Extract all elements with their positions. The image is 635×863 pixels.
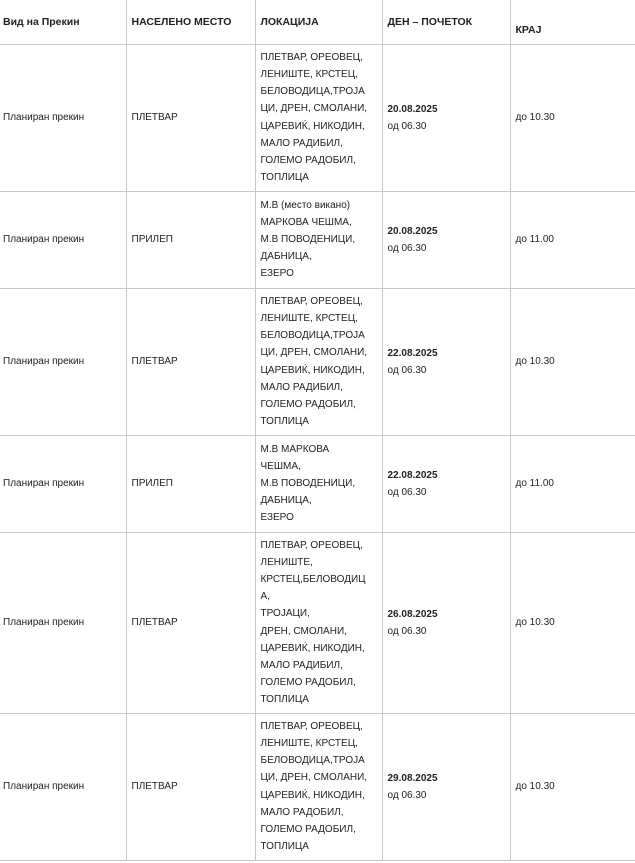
- location-line: М.В ПОВОДЕНИЦИ,: [260, 233, 356, 245]
- location-cell: [255, 288, 382, 435]
- location-line: МАЛО РАДОБИЛ,: [260, 806, 344, 818]
- location-line: ЦАРЕВИЌ, НИКОДИН,: [260, 364, 365, 376]
- location-cell: [255, 191, 382, 288]
- start-time: од 06.30: [387, 120, 427, 132]
- location-line: ЛЕНИШТЕ, КРСТЕЦ,: [260, 69, 358, 81]
- location-line: ЦАРЕВИЌ, НИКОДИН,: [260, 789, 365, 801]
- location-line: ГОЛЕМО РАДОБИЛ,: [260, 823, 356, 835]
- header-type: Вид на Прекин: [0, 0, 126, 44]
- end-time-cell: до 10.30: [510, 44, 635, 191]
- place-cell: ПЛЕТВАР: [126, 288, 255, 435]
- location-line: ПЛЕТВАР, ОРЕОВЕЦ,: [260, 296, 363, 308]
- location-line: ЕЗЕРО: [260, 512, 294, 524]
- outage-type-cell: Планиран прекин: [0, 713, 126, 860]
- table-row: [0, 288, 635, 435]
- outage-type-cell: Планиран прекин: [0, 44, 126, 191]
- end-time-cell: до 11.00: [510, 191, 635, 288]
- location-line: М.В ПОВОДЕНИЦИ,: [260, 477, 356, 489]
- location-line: ГОЛЕМО РАДОБИЛ,: [260, 398, 356, 410]
- location-line: ЦАРЕВИЌ, НИКОДИН,: [260, 120, 365, 132]
- start-cell: [382, 435, 510, 532]
- end-time-cell: до 10.30: [510, 713, 635, 860]
- location-line: ПЛЕТВАР, ОРЕОВЕЦ,: [260, 52, 363, 64]
- location-line: ЦИ, ДРЕН, СМОЛАНИ,: [260, 772, 368, 784]
- start-cell: [382, 44, 510, 191]
- location-line: ГОЛЕМО РАДОБИЛ,: [260, 154, 356, 166]
- table-row: [0, 191, 635, 288]
- outage-type-cell: Планиран прекин: [0, 532, 126, 713]
- outage-type-cell: Планиран прекин: [0, 191, 126, 288]
- location-line: ТОПЛИЦА: [260, 693, 309, 705]
- place-cell: ПРИЛЕП: [126, 435, 255, 532]
- start-time: од 06.30: [387, 242, 427, 254]
- location-line: ЛЕНИШТЕ, КРСТЕЦ,: [260, 313, 358, 325]
- place-cell: ПРИЛЕП: [126, 191, 255, 288]
- location-line: ТОПЛИЦА: [260, 171, 309, 183]
- location-cell: [255, 532, 382, 713]
- location-line: ЕЗЕРО: [260, 268, 294, 280]
- location-line: ЦАРЕВИЌ, НИКОДИН,: [260, 642, 365, 654]
- table-row: [0, 435, 635, 532]
- start-date: 22.08.2025: [387, 347, 438, 359]
- location-line: КРСТЕЦ,БЕЛОВОДИЦ: [260, 574, 366, 586]
- header-location: ЛОКАЦИЈА: [255, 0, 382, 44]
- start-time: од 06.30: [387, 625, 427, 637]
- table-row: [0, 713, 635, 860]
- end-time-cell: до 10.30: [510, 288, 635, 435]
- location-line: ГОЛЕМО РАДОБИЛ,: [260, 676, 356, 688]
- location-line: ТРОЈАЦИ,: [260, 608, 310, 620]
- start-cell: [382, 191, 510, 288]
- start-cell: [382, 288, 510, 435]
- end-time-cell: до 11.00: [510, 435, 635, 532]
- location-line: ПЛЕТВАР, ОРЕОВЕЦ,: [260, 721, 363, 733]
- start-date: 29.08.2025: [387, 772, 438, 784]
- location-line: ПЛЕТВАР, ОРЕОВЕЦ,: [260, 540, 363, 552]
- location-cell: [255, 435, 382, 532]
- location-cell: [255, 44, 382, 191]
- location-line: МАЛО РАДИБИЛ,: [260, 381, 343, 393]
- place-cell: ПЛЕТВАР: [126, 713, 255, 860]
- location-line: ЛЕНИШТЕ,: [260, 557, 313, 569]
- location-line: ДРЕН, СМОЛАНИ,: [260, 625, 347, 637]
- outage-type-cell: Планиран прекин: [0, 435, 126, 532]
- location-line: БЕЛОВОДИЦА,ТРОЈА: [260, 86, 365, 98]
- header-day-start: ДЕН – ПОЧЕТОК: [382, 0, 510, 44]
- location-line: ТОПЛИЦА: [260, 415, 309, 427]
- location-line: МАЛО РАДИБИЛ,: [260, 659, 343, 671]
- outage-type-cell: Планиран прекин: [0, 288, 126, 435]
- location-line: ДАБНИЦА,: [260, 495, 312, 507]
- start-date: 26.08.2025: [387, 608, 438, 620]
- location-line: ЛЕНИШТЕ, КРСТЕЦ,: [260, 738, 358, 750]
- header-end: КРАЈ: [510, 0, 635, 44]
- place-cell: ПЛЕТВАР: [126, 44, 255, 191]
- table-row: [0, 532, 635, 713]
- table-row: [0, 44, 635, 191]
- place-cell: ПЛЕТВАР: [126, 532, 255, 713]
- location-line: ДАБНИЦА,: [260, 251, 312, 263]
- location-line: М.В МАРКОВА: [260, 443, 330, 455]
- location-line: БЕЛОВОДИЦА,ТРОЈА: [260, 755, 365, 767]
- location-line: ЧЕШМА,: [260, 460, 301, 472]
- start-date: 22.08.2025: [387, 469, 438, 481]
- location-line: ЦИ, ДРЕН, СМОЛАНИ,: [260, 103, 368, 115]
- header-place: НАСЕЛЕНО МЕСТО: [126, 0, 255, 44]
- start-time: од 06.30: [387, 789, 427, 801]
- start-cell: [382, 713, 510, 860]
- start-time: од 06.30: [387, 364, 427, 376]
- header-row: [0, 0, 635, 44]
- location-line: МАРКОВА ЧЕШМА,: [260, 216, 352, 228]
- location-line: БЕЛОВОДИЦА,ТРОЈА: [260, 330, 365, 342]
- table-body: [0, 44, 635, 860]
- location-line: ТОПЛИЦА: [260, 840, 309, 852]
- start-date: 20.08.2025: [387, 103, 438, 115]
- location-line: МАЛО РАДИБИЛ,: [260, 137, 343, 149]
- start-cell: [382, 532, 510, 713]
- location-cell: [255, 713, 382, 860]
- location-line: А,: [260, 591, 270, 603]
- location-line: ЦИ, ДРЕН, СМОЛАНИ,: [260, 347, 368, 359]
- start-time: од 06.30: [387, 486, 427, 498]
- location-line: М.В (место викано): [260, 199, 351, 211]
- start-date: 20.08.2025: [387, 225, 438, 237]
- end-time-cell: до 10.30: [510, 532, 635, 713]
